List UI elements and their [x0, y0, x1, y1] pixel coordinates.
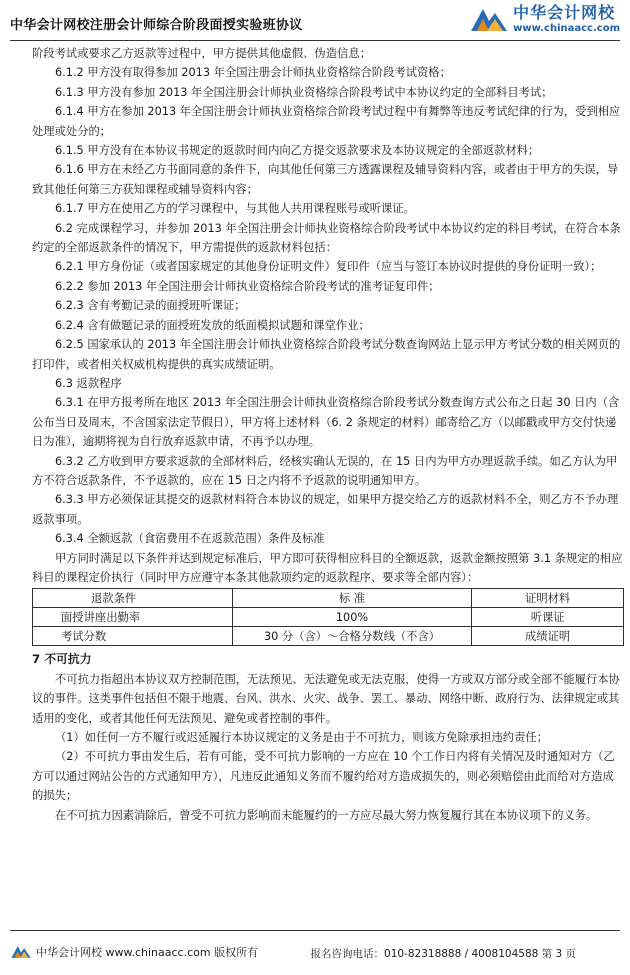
header-divider [10, 40, 620, 41]
paragraph: 6.2.3 含有考勤记录的面授班听课证； [55, 299, 246, 313]
logo-url: www.chinaacc.com [513, 23, 620, 34]
paragraph: 6.3.3 甲方必须保证其提交的返款材料符合本协议的规定，如果甲方提交给乙方的返款材料不全，则乙方不予办理返款事项。 [32, 493, 619, 526]
paragraph: 阶段考试或要求乙方返款等过程中，甲方提供其他虚假、伪造信息； [32, 47, 371, 60]
table-header-cell: 标 准 [232, 589, 472, 608]
paragraph: （2）不可抗力事由发生后，若有可能，受不可抗力影响的一方应在 10 个工作日内将有关情况及时通知对方（乙方可以通过网站公告的方式通知甲方），凡违反此通知义务而不履约给对方造成损失的，则必须赔偿由此而给对方造成的损失； [32, 750, 615, 803]
paragraph: 6.2.2 参加 2013 年全国注册会计师执业资格综合阶段考试的准考证复印件； [55, 279, 440, 293]
paragraph: 6.2.1 甲方身份证（或者国家规定的其他身份证明文件）复印件（应当与签订本协议时提供的身份证明一致）； [55, 260, 602, 274]
chinaacc-logo-icon [469, 5, 509, 35]
paragraph: 6.1.2 甲方没有取得参加 2013 年全国注册会计师执业资格综合阶段考试资格； [55, 66, 451, 80]
paragraph: 6.1.5 甲方没有在本协议书规定的返款时间内向乙方提交返款要求及本协议规定的全部返款材料； [55, 144, 540, 158]
section-heading: 7 不可抗力 [32, 652, 92, 667]
table-row [33, 608, 624, 627]
refund-conditions-table [32, 588, 624, 646]
paragraph: 6.1.7 甲方在使用乙方的学习课程中，与其他人共用课程账号或听课证。 [55, 202, 415, 216]
paragraph: 6.1.6 甲方在未经乙方书面同意的条件下，向其他任何第三方透露课程及辅导资料内容，或者由于甲方的失误，导致其他任何第三方获知课程或辅导资料内容； [32, 163, 619, 196]
chinaacc-logo-icon [10, 944, 32, 960]
document-title: 中华会计网校注册会计师综合阶段面授实验班协议 [10, 18, 303, 33]
paragraph: 6.2.4 含有做题记录的面授班发放的纸面模拟试题和课堂作业； [55, 318, 370, 332]
logo-name: 中华会计网校 [513, 3, 616, 22]
paragraph: 6.3.2 乙方收到甲方要求返款的全部材料后，经核实确认无误的，在 15 日内为甲方办理返款手续。如乙方认为甲方不符合返款条件，不予返款的，应在 15 日之内将不予返款的说明通知甲方。 [32, 454, 618, 487]
footer-copyright-text: 中华会计网校 www.chinaacc.com 版权所有 [36, 946, 259, 959]
paragraph: 6.1.3 甲方没有参加 2013 年全国注册会计师执业资格综合阶段考试中本协议约定的全部科目考试； [55, 85, 553, 99]
page-header [0, 0, 630, 46]
table-cell: 听课证 [472, 608, 624, 627]
paragraph: 6.2 完成课程学习，并参加 2013 年全国注册会计师执业资格综合阶段考试中本协议约定的科目考试，在符合本条约定的全部返款条件的情况下，甲方需提供的返款材料包括： [32, 221, 621, 255]
paragraph: 6.1.4 甲方在参加 2013 年全国注册会计师执业资格综合阶段考试过程中有舞弊等违反考试纪律的行为，受到相应处理或处分的； [32, 105, 621, 138]
paragraph: 6.3.1 在甲方报考所在地区 2013 年全国注册会计师执业资格综合阶段考试分数查询方式公布之日起 30 日内（含公布当日及周末，不含国家法定节假日），甲方将上述材料（6. 2 条规定的材料）邮寄给乙方（以邮戳或甲方交付快递日为准），逾期将视为自行放弃返款申请，不再予以办理。 [32, 396, 620, 449]
paragraph: 6.3.4 全额返款（食宿费用不在返款范围）条件及标准 [55, 532, 325, 546]
paragraph: 6.2.5 国家承认的 2013 年全国注册会计师执业资格综合阶段考试分数查询网站上显示甲方考试分数的相关网页的打印件，或者相关权威机构提供的真实成绩证明。 [32, 338, 621, 371]
table-row [33, 627, 624, 646]
footer-contact: 报名咨询电话：010-82318888 / 4008104588 第 3 页 [310, 948, 576, 960]
table-header-cell: 退款条件 [33, 589, 233, 608]
table-header-row [33, 589, 624, 608]
paragraph: 在不可抗力因素消除后，曾受不可抗力影响而未能履约的一方应尽最大努力恢复履行其在本协议项下的义务。 [55, 808, 598, 822]
document-body [32, 44, 624, 825]
table-cell: 考试分数 [33, 627, 233, 646]
footer-copyright [10, 944, 258, 960]
table-cell: 成绩证明 [472, 627, 624, 646]
table-cell: 面授讲座出勤率 [33, 608, 233, 627]
brand-logo [469, 4, 620, 35]
footer-divider [10, 930, 620, 931]
table-header-cell: 证明材料 [472, 589, 624, 608]
section-heading: 6.3 返款程序 [55, 376, 122, 390]
paragraph: 甲方同时满足以下条件并达到规定标准后，甲方即可获得相应科目的全额返款，返款金额按照第 3.1 条规定的相应科目的课程定价执行（同时甲方应遵守本条其他款项约定的返款程序、要求等全部内容）： [32, 551, 623, 584]
paragraph: （1）如任何一方不履行或迟延履行本协议规定的义务是由于不可抗力，则该方免除承担违约责任； [55, 731, 548, 744]
table-cell: 30 分（含）～合格分数线（不含） [232, 627, 472, 646]
paragraph: 不可抗力指超出本协议双方控制范围，无法预见、无法避免或无法克服，使得一方或双方部分或全部不能履行本协议的事件。这类事件包括但不限于地震、台风、洪水、火灾、战争、罢工、暴动、网络中断、政府行为、法律规定或其适用的变化，或者其他任何无法预见、避免或者控制的事件。 [32, 672, 620, 725]
table-cell: 100% [232, 608, 472, 627]
